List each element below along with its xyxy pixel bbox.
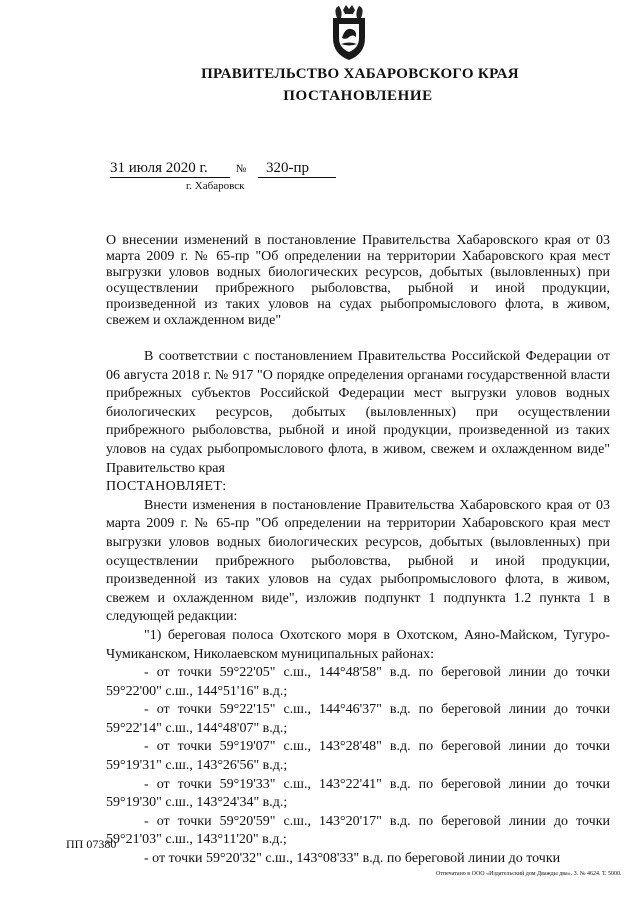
preamble-paragraph: В соответствии с постановлением Правительства Российской Федерации от 06 августа 2018 г. № 917 "О порядке определения органами государственной власти прибрежных субъектов Российской Федерации мест выгрузки уловов водных биологических ресурсов, добытых (выловленных) при осуществлении прибрежного рыболовства, рыбной и иной продукции, произведенной из таких уловов на судах рыбопромыслового флота, в живом, свежем и охлажденном виде" Правительство края [106,349,610,476]
document-type: ПОСТАНОВЛЕНИЕ [283,88,433,104]
point-item: - от точки 59°19'33" с.ш., 143°22'41" в.д. по береговой линии до точки 59°19'30" с.ш., 143°24'34" в.д.; [106,776,610,811]
point-item: - от точки 59°22'15" с.ш., 144°46'37" в.д. по береговой линии до точки 59°22'14" с.ш., 144°48'07" в.д.; [106,702,610,736]
point-item: - от точки 59°20'59" с.ш., 143°20'17" в.д. по береговой линии до точки 59°21'03" с.ш., 143°11'20" в.д.; [106,813,610,848]
document-code: ПП 07380 [66,837,117,851]
item-paragraph: "1) береговая полоса Охотского моря в Охотском, Аяно-Майском, Тугуро-Чумиканском, Николаевском муниципальных районах: [106,627,610,662]
point-item: - от точки 59°22'05" с.ш., 144°48'58" в.д. по береговой линии до точки 59°22'00" с.ш., 144°51'16" в.д.; [106,665,610,699]
main-paragraph: Внести изменения в постановление Правительства Хабаровского края от 03 марта 2009 г. № 65-пр "Об определении на территории Хабаровского края мест выгрузки уловов водных биологических ресурсов, добытых (выловленных) при осуществлении прибрежного рыболовства, рыбной и иной продукции, произведенной из таких уловов на судах рыбопромыслового флота, в живом, свежем и охлажденном виде", изложив подпункт 1 подпункта 1.2 пункта 1 в следующей редакции: [106,497,610,625]
document-city: г. Хабаровск [186,180,245,192]
document-subject: О внесении изменений в постановление Правительства Хабаровского края от 03 марта 2009 г. № 65-пр "Об определении на территории Хабаровского края мест выгрузки уловов водных биологических ресурсов, добытых (выловленных) при осуществлении прибрежного рыболовства, рыбной и иной продукции, произведенной из таких уловов на судах рыбопромыслового флота, в живом, свежем и охлажденном виде" [106,233,610,328]
point-item: - от точки 59°20'32" с.ш., 143°08'33" в.д. по береговой линии до точки [144,851,561,867]
printer-imprint: Отпечатано в ООО «Издательский дом Дважды два». З. № 4624. Т. 5000. [436,871,622,877]
number-sign: № [235,163,247,175]
point-item: - от точки 59°19'07" с.ш., 143°28'48" в.д. по береговой линии до точки 59°19'31" с.ш., 143°26'56" в.д.; [106,739,610,774]
date-number-row [110,160,336,178]
government-title: ПРАВИТЕЛЬСТВО ХАБАРОВСКОГО КРАЯ [201,66,519,82]
coat-of-arms-icon [327,4,371,62]
document-number: 320-пр [258,160,336,178]
document-date: 31 июля 2020 г. [110,160,230,178]
document-body [106,348,610,869]
decree-heading: ПОСТАНОВЛЯЕТ: [106,479,227,495]
